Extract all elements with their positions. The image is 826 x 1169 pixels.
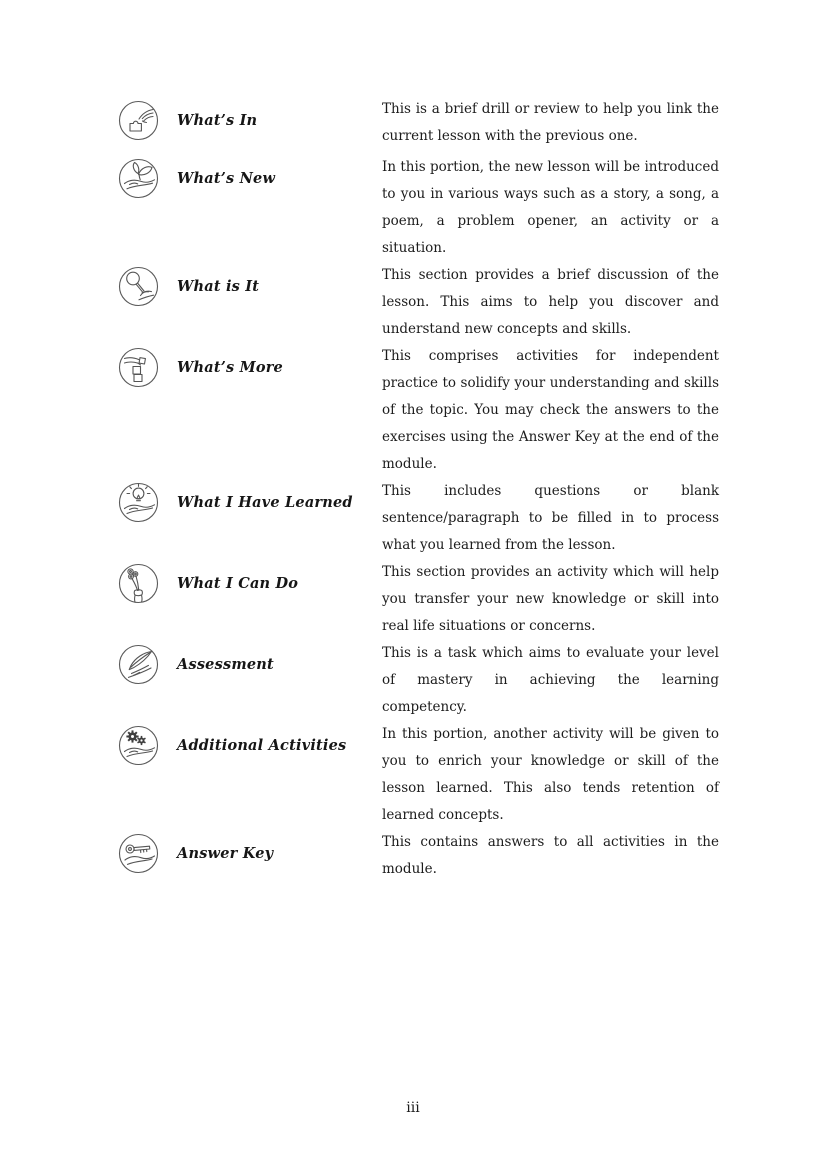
section-label: Assessment xyxy=(177,656,274,673)
legend-row-what-i-can-do xyxy=(118,559,719,640)
hand-lightbulb-icon xyxy=(118,482,159,523)
section-description: This section provides a brief discussion of the lesson. This aims to help you discover and understand new concepts and skills. xyxy=(382,267,719,337)
legend-row-what-i-have-learned xyxy=(118,478,719,559)
legend-row-left xyxy=(118,640,382,685)
legend-row-whats-in xyxy=(118,96,719,154)
legend-row-what-is-it xyxy=(118,262,719,343)
section-label: What’s More xyxy=(177,359,283,376)
legend-row-left xyxy=(118,96,382,141)
hand-gears-icon xyxy=(118,725,159,766)
section-description: This comprises activities for independent practice to solidify your understanding and skills of the topic. You may check the answers to the exercises using the Answer Key at the end of the module. xyxy=(382,348,719,472)
hand-seedling-icon xyxy=(118,158,159,199)
icon-legend xyxy=(118,96,719,883)
section-description: In this portion, the new lesson will be introduced to you in various ways such as a story, a song, a poem, a problem opener, an activity or a situation. xyxy=(382,159,719,256)
legend-row-assessment xyxy=(118,640,719,721)
page-number: iii xyxy=(406,1100,420,1116)
section-label: What I Have Learned xyxy=(177,494,353,511)
section-label: What’s New xyxy=(177,170,276,187)
legend-row-left xyxy=(118,343,382,388)
hand-blocks-icon xyxy=(118,347,159,388)
legend-row-left xyxy=(118,262,382,307)
legend-row-left xyxy=(118,721,382,766)
section-label: What’s In xyxy=(177,112,258,129)
legend-row-whats-new xyxy=(118,154,719,262)
section-label: What is It xyxy=(177,278,260,295)
legend-row-left xyxy=(118,154,382,199)
legend-row-left xyxy=(118,559,382,604)
section-label: Answer Key xyxy=(177,845,274,862)
hand-magnifier-icon xyxy=(118,266,159,307)
section-label: What I Can Do xyxy=(177,575,299,592)
hand-puzzle-icon xyxy=(118,100,159,141)
section-description: This includes questions or blank sentence/paragraph to be filled in to process what you learned from the lesson. xyxy=(382,483,719,553)
page-footer xyxy=(0,1100,826,1116)
legend-row-left xyxy=(118,829,382,874)
legend-row-answer-key xyxy=(118,829,719,883)
legend-row-left xyxy=(118,478,382,523)
legend-row-whats-more xyxy=(118,343,719,478)
hand-quill-icon xyxy=(118,644,159,685)
hand-flowers-icon xyxy=(118,563,159,604)
legend-row-additional-activities xyxy=(118,721,719,829)
section-description: This is a brief drill or review to help you link the current lesson with the previous one. xyxy=(382,101,719,144)
section-description: This section provides an activity which will help you transfer your new knowledge or skill into real life situations or concerns. xyxy=(382,564,719,634)
hand-key-icon xyxy=(118,833,159,874)
section-label: Additional Activities xyxy=(177,737,347,754)
section-description: In this portion, another activity will be given to you to enrich your knowledge or skill of the lesson learned. This also tends retention of learned concepts. xyxy=(382,726,719,823)
section-description: This is a task which aims to evaluate your level of mastery in achieving the learning competency. xyxy=(382,645,719,715)
section-description: This contains answers to all activities in the module. xyxy=(382,834,719,877)
